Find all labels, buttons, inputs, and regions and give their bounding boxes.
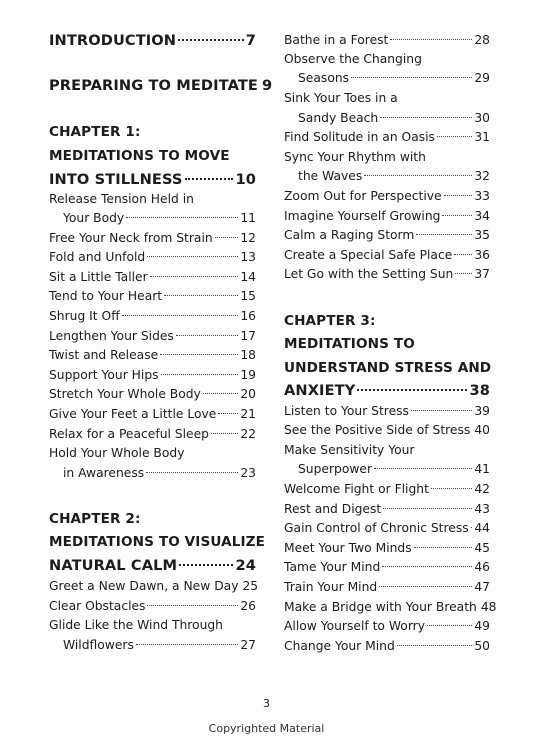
entry-title: Meet Your Two Minds (284, 541, 412, 555)
entry-page: 35 (474, 228, 490, 242)
dot-leader (161, 374, 239, 375)
dot-leader (437, 136, 472, 137)
dot-leader (364, 175, 472, 176)
dot-leader (444, 195, 473, 196)
entry-page: 19 (240, 368, 256, 382)
entry-title: Observe the Changing (284, 52, 422, 66)
entry-title: Free Your Neck from Strain (49, 231, 213, 245)
entry-title: Release Tension Held in (49, 192, 194, 206)
entry-title: Calm a Raging Storm (284, 228, 415, 242)
chapter-title-line: UNDERSTAND STRESS AND (284, 360, 492, 376)
entry-title: Clear Obstacles (49, 599, 146, 613)
entry-page: 20 (240, 387, 256, 401)
dot-leader (383, 508, 472, 509)
dot-leader (176, 335, 239, 336)
dot-leader (211, 433, 238, 434)
dot-leader (414, 547, 473, 548)
entry-page: 37 (474, 267, 490, 281)
chapter-title-line: ANXIETY (284, 382, 356, 399)
chapter-title-line: NATURAL CALM (49, 557, 178, 574)
entry-page: 27 (240, 638, 256, 652)
dot-leader (351, 77, 472, 78)
dot-leader (164, 295, 238, 296)
entry-page: 12 (240, 231, 256, 245)
entry-title: Sync Your Rhythm with (284, 150, 426, 164)
dot-leader (431, 488, 472, 489)
entry-title-continued: Your Body (63, 211, 125, 225)
dot-leader (379, 586, 472, 587)
dot-leader (136, 644, 238, 645)
entry-title: Greet a New Dawn, a New Day (49, 579, 239, 593)
entry-page: 40 (474, 423, 490, 437)
entry-page: 21 (240, 407, 256, 421)
dot-leader (357, 389, 467, 391)
entry-page: 29 (474, 71, 490, 85)
entry-page: 25 (242, 579, 259, 593)
entry-page: 13 (240, 250, 256, 264)
entry-title: INTRODUCTION (49, 32, 177, 49)
entry-title: Listen to Your Stress (284, 404, 409, 418)
dot-leader (150, 276, 239, 277)
entry-page: 24 (235, 557, 256, 574)
entry-title-continued: Sandy Beach (298, 111, 379, 125)
entry-page: 16 (240, 309, 256, 323)
entry-page: 22 (240, 427, 256, 441)
entry-title: Make a Bridge with Your Breath (284, 600, 477, 614)
entry-page: 34 (474, 209, 490, 223)
entry-title-continued: in Awareness (63, 466, 145, 480)
entry-page: 10 (235, 171, 256, 188)
entry-title: Bathe in a Forest (284, 33, 389, 47)
dot-leader (454, 254, 472, 255)
entry-title: Stretch Your Whole Body (49, 387, 201, 401)
dot-leader (411, 410, 472, 411)
entry-title: See the Positive Side of Stress (284, 423, 471, 437)
entry-page: 47 (474, 580, 490, 594)
page-number: 3 (263, 697, 270, 710)
entry-page: 45 (474, 541, 490, 555)
entry-title: Sit a Little Taller (49, 270, 148, 284)
entry-page: 39 (474, 404, 490, 418)
entry-title: Train Your Mind (284, 580, 378, 594)
entry-page: 50 (474, 639, 490, 653)
chapter-title-line: INTO STILLNESS (49, 171, 183, 188)
entry-title: Imagine Yourself Growing (284, 209, 441, 223)
dot-leader (427, 625, 472, 626)
entry-title: Find Solitude in an Oasis (284, 130, 435, 144)
dot-leader (390, 39, 472, 40)
entry-title: Tend to Your Heart (49, 289, 163, 303)
dot-leader (382, 566, 472, 567)
entry-title: Shrug It Off (49, 309, 120, 323)
entry-page: 11 (240, 211, 256, 225)
entry-title: Tame Your Mind (284, 560, 381, 574)
dot-leader (160, 354, 238, 355)
dot-leader (147, 256, 238, 257)
entry-page: 46 (474, 560, 490, 574)
entry-title: Let Go with the Setting Sun (284, 267, 454, 281)
entry-title: Sink Your Toes in a (284, 91, 398, 105)
dot-leader (380, 117, 472, 118)
entry-page: 42 (474, 482, 490, 496)
entry-page: 48 (480, 600, 497, 614)
entry-page: 15 (240, 289, 256, 303)
entry-page: 30 (474, 111, 490, 125)
entry-page: 17 (240, 329, 256, 343)
chapter-label: CHAPTER 1: (49, 124, 141, 140)
dot-leader (416, 234, 472, 235)
entry-title-continued: the Waves (298, 169, 363, 183)
entry-page: 43 (474, 502, 490, 516)
entry-title: Relax for a Peaceful Sleep (49, 427, 209, 441)
chapter-title-line: MEDITATIONS TO (284, 336, 415, 352)
entry-page: 44 (474, 521, 490, 535)
chapter-label: CHAPTER 3: (284, 313, 376, 329)
entry-title: Fold and Unfold (49, 250, 146, 264)
dot-leader (146, 472, 238, 473)
entry-page: 49 (474, 619, 490, 633)
entry-page: 18 (240, 348, 256, 362)
entry-title: Zoom Out for Perspective (284, 189, 442, 203)
dot-leader (218, 413, 238, 414)
chapter-label: CHAPTER 2: (49, 511, 141, 527)
entry-title-continued: Seasons (298, 71, 350, 85)
copyright-footer: Copyrighted Material (208, 722, 325, 735)
entry-page: 26 (240, 599, 256, 613)
entry-title: Hold Your Whole Body (49, 446, 185, 460)
entry-title: Make Sensitivity Your (284, 443, 415, 457)
entry-title: Give Your Feet a Little Love (49, 407, 217, 421)
entry-page: 31 (474, 130, 490, 144)
dot-leader (442, 215, 472, 216)
entry-title: Rest and Digest (284, 502, 382, 516)
entry-title-continued: Wildflowers (63, 638, 134, 652)
dot-leader (122, 315, 239, 316)
entry-title: Change Your Mind (284, 639, 395, 653)
entry-title: Create a Special Safe Place (284, 248, 453, 262)
entry-title: Glide Like the Wind Through (49, 618, 223, 632)
entry-page: 38 (469, 382, 490, 399)
chapter-title-line: MEDITATIONS TO VISUALIZE (49, 534, 265, 550)
entry-page: 9 (261, 77, 273, 94)
entry-title: Allow Yourself to Worry (284, 619, 425, 633)
entry-page: 7 (245, 32, 256, 49)
dot-leader (215, 237, 239, 238)
dot-leader (203, 393, 239, 394)
entry-title: Lengthen Your Sides (49, 329, 174, 343)
entry-title: Support Your Hips (49, 368, 159, 382)
entry-title: Gain Control of Chronic Stress (284, 521, 469, 535)
entry-title: Twist and Release (49, 348, 159, 362)
entry-page: 28 (474, 33, 490, 47)
entry-page: 41 (474, 462, 490, 476)
dot-leader (126, 217, 238, 218)
chapter-title-line: MEDITATIONS TO MOVE (49, 148, 230, 164)
dot-leader (178, 39, 244, 41)
dot-leader (147, 605, 238, 606)
dot-leader (374, 468, 472, 469)
dot-leader (397, 645, 473, 646)
entry-title: Welcome Fight or Flight (284, 482, 429, 496)
entry-title: PREPARING TO MEDITATE (49, 77, 258, 94)
entry-title-continued: Superpower (298, 462, 373, 476)
dot-leader (471, 527, 473, 528)
entry-page: 33 (474, 189, 490, 203)
dot-leader (179, 564, 233, 566)
dot-leader (185, 178, 234, 180)
dot-leader (455, 273, 472, 274)
entry-page: 14 (240, 270, 256, 284)
entry-page: 23 (240, 466, 256, 480)
entry-page: 36 (474, 248, 490, 262)
entry-page: 32 (474, 169, 490, 183)
